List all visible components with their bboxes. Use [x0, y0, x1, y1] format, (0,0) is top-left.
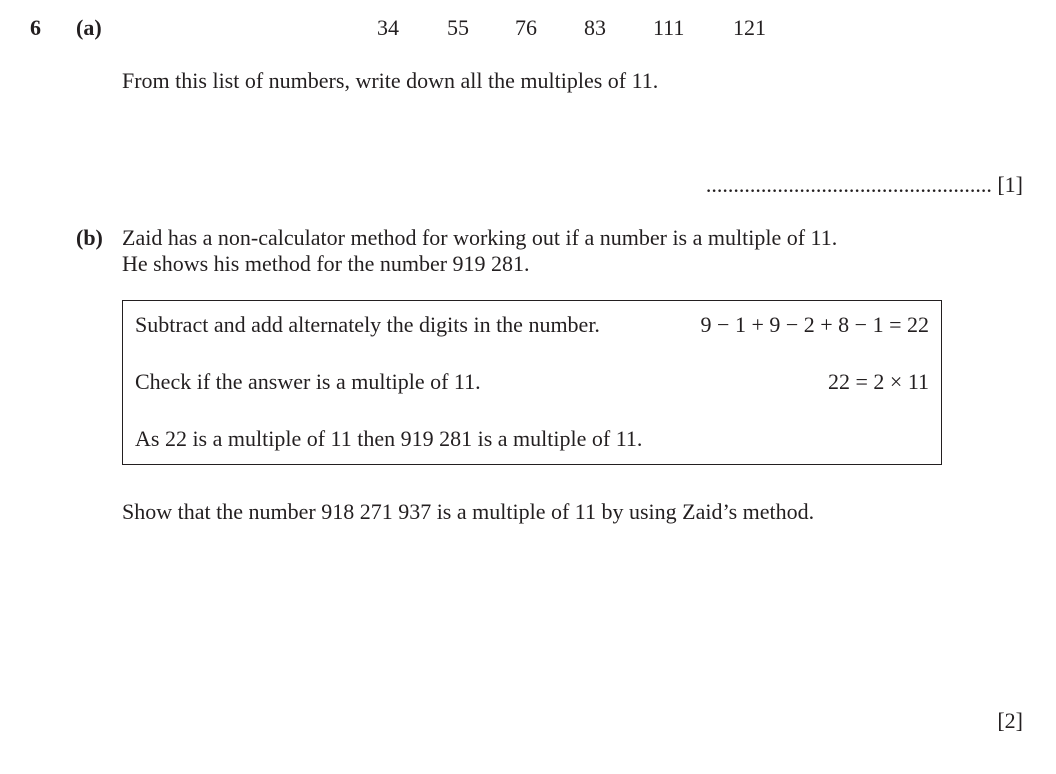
- number-item: 83: [584, 15, 606, 40]
- method-step-text: Subtract and add alternately the digits in the number.: [135, 312, 600, 337]
- part-a-answer-line[interactable]: .................................................... [1]: [705, 172, 1023, 197]
- part-a-label: (a): [76, 15, 102, 40]
- part-b-intro-line1: Zaid has a non-calculator method for working out if a number is a multiple of 11.: [122, 225, 838, 250]
- part-b-intro-line2: He shows his method for the number 919 281.: [122, 251, 530, 276]
- method-check-text: Check if the answer is a multiple of 11.: [135, 369, 481, 394]
- method-box: [122, 300, 942, 465]
- method-check-calculation: 22 = 2 × 11: [828, 369, 929, 394]
- number-item: 76: [515, 15, 537, 40]
- method-conclusion: As 22 is a multiple of 11 then 919 281 is a multiple of 11.: [135, 426, 643, 451]
- number-item: 121: [733, 15, 766, 40]
- part-a-prompt: From this list of numbers, write down all the multiples of 11.: [122, 68, 659, 93]
- part-b-task: Show that the number 918 271 937 is a multiple of 11 by using Zaid’s method.: [122, 499, 815, 524]
- number-item: 34: [377, 15, 399, 40]
- answer-space[interactable]: [122, 540, 992, 700]
- method-step-calculation: 9 − 1 + 9 − 2 + 8 − 1 = 22: [700, 312, 929, 337]
- part-b-label: (b): [76, 225, 103, 250]
- question-number: 6: [30, 15, 41, 40]
- number-item: 55: [447, 15, 469, 40]
- number-item: 111: [653, 15, 685, 40]
- part-b-marks: [2]: [997, 708, 1023, 733]
